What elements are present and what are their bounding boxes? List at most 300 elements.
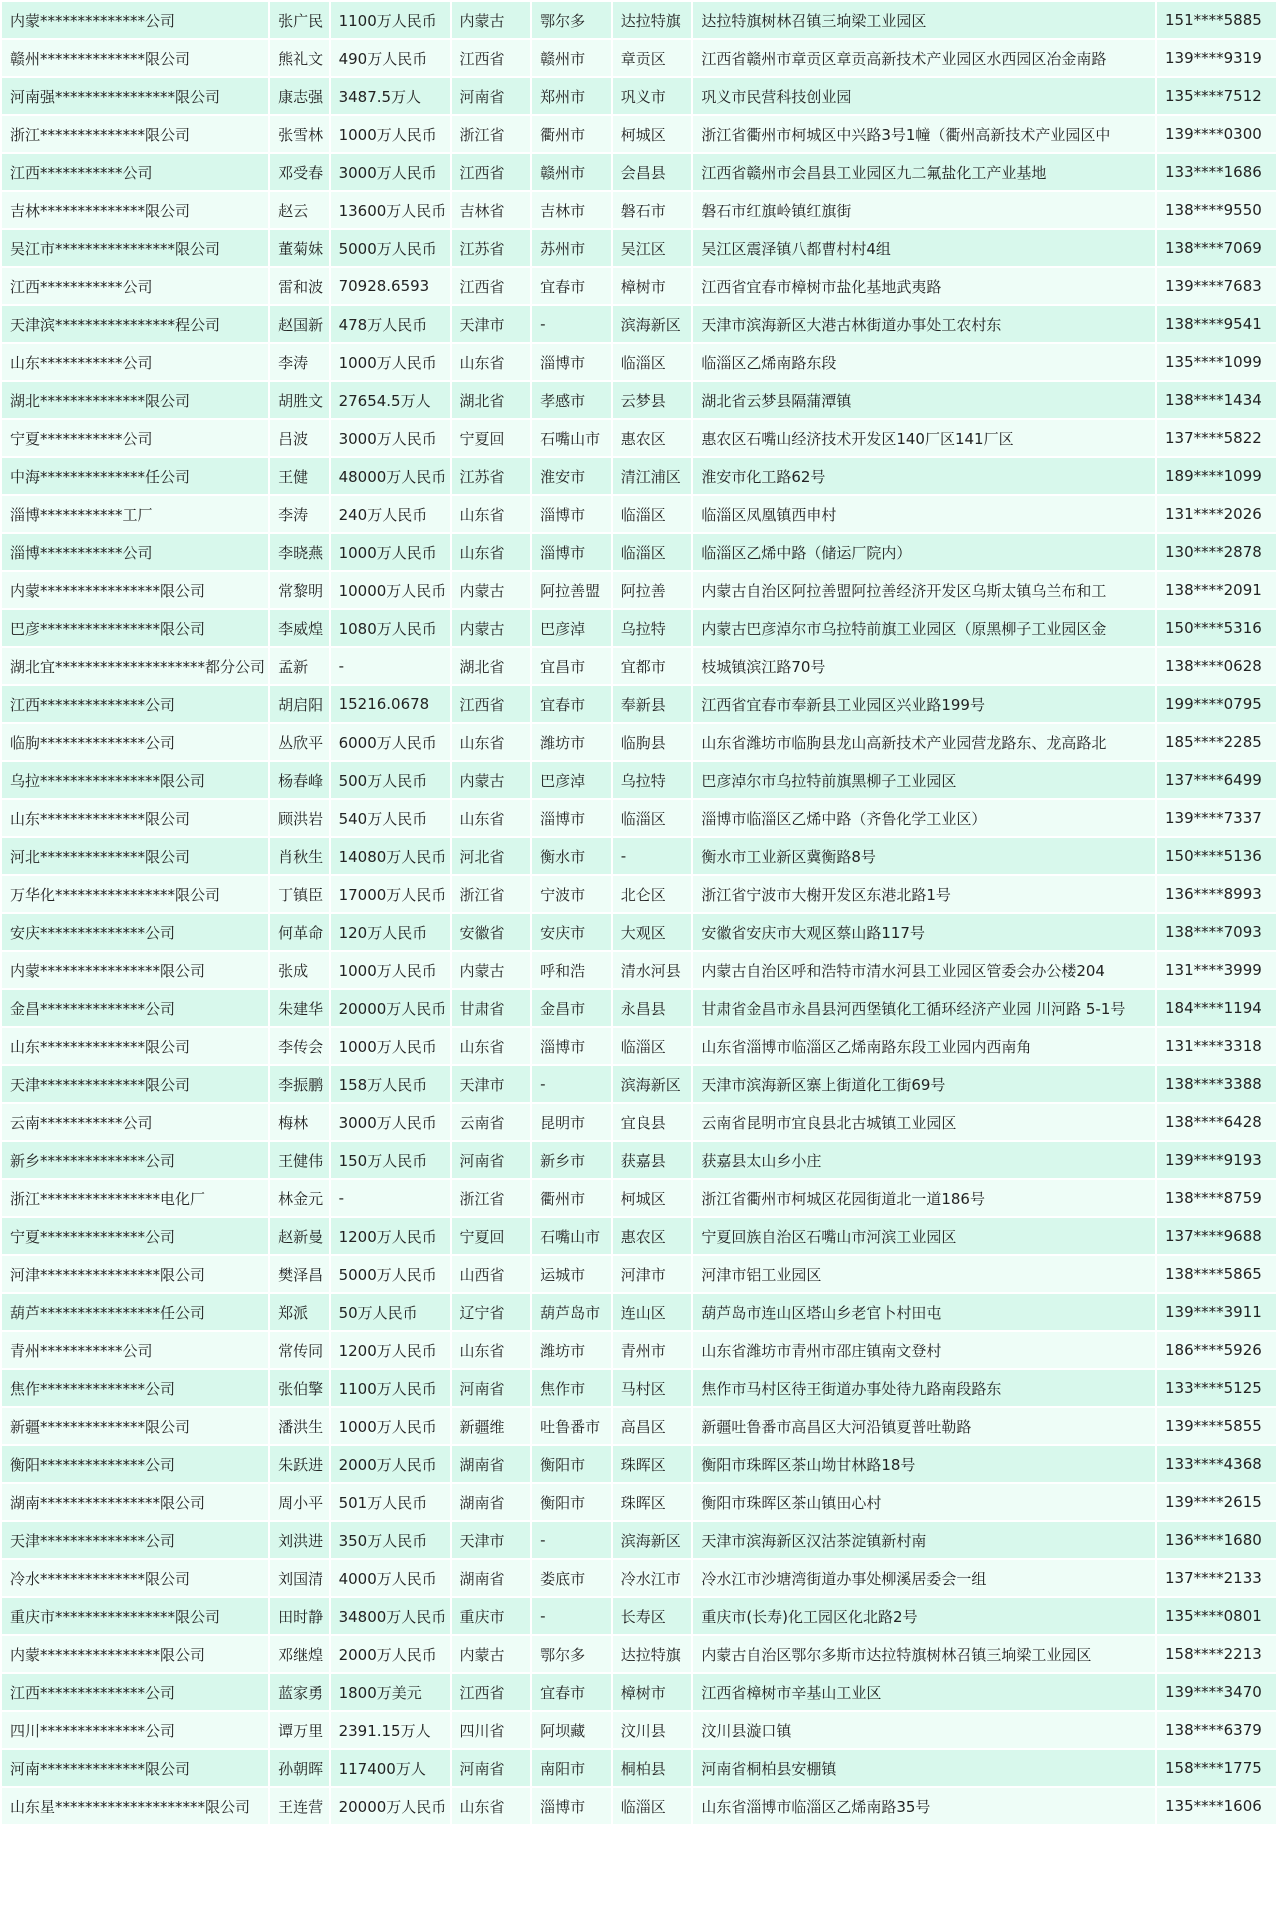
table-row: [2, 1636, 1276, 1672]
address-cell: 巩义市民营科技创业园: [693, 78, 1155, 114]
legal-person-cell: 周小平: [270, 1484, 328, 1520]
company-cell: 淄博***********公司: [2, 534, 268, 570]
table-row: [2, 724, 1276, 760]
legal-person-cell: 朱建华: [270, 990, 328, 1026]
table-row: [2, 1332, 1276, 1368]
company-cell: 内蒙****************限公司: [2, 952, 268, 988]
phone-cell: 139****9193: [1157, 1142, 1276, 1178]
phone-cell: 139****9319: [1157, 40, 1276, 76]
phone-cell: 135****1606: [1157, 1788, 1276, 1824]
company-cell: 内蒙****************限公司: [2, 1636, 268, 1672]
city-cell: 金昌市: [532, 990, 611, 1026]
company-cell: 宁夏***********公司: [2, 420, 268, 456]
registered-capital-cell: 6000万人民币: [331, 724, 450, 760]
registered-capital-cell: 3000万人民币: [331, 1104, 450, 1140]
phone-cell: 199****0795: [1157, 686, 1276, 722]
company-cell: 赣州**************限公司: [2, 40, 268, 76]
address-cell: 惠农区石嘴山经济技术开发区140厂区141厂区: [693, 420, 1155, 456]
registered-capital-cell: 120万人民币: [331, 914, 450, 950]
address-cell: 衡阳市珠晖区茶山镇田心村: [693, 1484, 1155, 1520]
address-cell: 甘肃省金昌市永昌县河西堡镇化工循环经济产业园 川河路 5-1号: [693, 990, 1155, 1026]
province-cell: 内蒙古: [452, 2, 531, 38]
registered-capital-cell: 1200万人民币: [331, 1218, 450, 1254]
district-cell: 樟树市: [613, 1674, 692, 1710]
registered-capital-cell: 5000万人民币: [331, 230, 450, 266]
city-cell: 淄博市: [532, 1028, 611, 1064]
table-row: [2, 116, 1276, 152]
district-cell: 章贡区: [613, 40, 692, 76]
district-cell: 临淄区: [613, 344, 692, 380]
address-cell: 安徽省安庆市大观区蔡山路117号: [693, 914, 1155, 950]
legal-person-cell: 丛欣平: [270, 724, 328, 760]
city-cell: 宜昌市: [532, 648, 611, 684]
company-cell: 乌拉****************限公司: [2, 762, 268, 798]
province-cell: 山东省: [452, 724, 531, 760]
legal-person-cell: 丁镇臣: [270, 876, 328, 912]
city-cell: 郑州市: [532, 78, 611, 114]
address-cell: 河津市铝工业园区: [693, 1256, 1155, 1292]
province-cell: 江苏省: [452, 458, 531, 494]
address-cell: 达拉特旗树林召镇三垧梁工业园区: [693, 2, 1155, 38]
province-cell: 江西省: [452, 40, 531, 76]
registered-capital-cell: 3487.5万人: [331, 78, 450, 114]
district-cell: 桐柏县: [613, 1750, 692, 1786]
registered-capital-cell: 500万人民币: [331, 762, 450, 798]
phone-cell: 137****2133: [1157, 1560, 1276, 1596]
city-cell: 安庆市: [532, 914, 611, 950]
district-cell: 滨海新区: [613, 1522, 692, 1558]
city-cell: 新乡市: [532, 1142, 611, 1178]
phone-cell: 138****0628: [1157, 648, 1276, 684]
district-cell: 珠晖区: [613, 1484, 692, 1520]
province-cell: 河南省: [452, 1750, 531, 1786]
address-cell: 衡阳市珠晖区茶山坳甘林路18号: [693, 1446, 1155, 1482]
phone-cell: 133****5125: [1157, 1370, 1276, 1406]
province-cell: 山东省: [452, 1332, 531, 1368]
district-cell: 惠农区: [613, 1218, 692, 1254]
district-cell: 巩义市: [613, 78, 692, 114]
legal-person-cell: 赵国新: [270, 306, 328, 342]
registered-capital-cell: 240万人民币: [331, 496, 450, 532]
address-cell: 临淄区乙烯南路东段: [693, 344, 1155, 380]
registered-capital-cell: 1100万人民币: [331, 1370, 450, 1406]
phone-cell: 139****0300: [1157, 116, 1276, 152]
legal-person-cell: 康志强: [270, 78, 328, 114]
city-cell: 呼和浩: [532, 952, 611, 988]
registered-capital-cell: 4000万人民币: [331, 1560, 450, 1596]
province-cell: 吉林省: [452, 192, 531, 228]
phone-cell: 139****3911: [1157, 1294, 1276, 1330]
province-cell: 江苏省: [452, 230, 531, 266]
city-cell: 宜春市: [532, 1674, 611, 1710]
legal-person-cell: 李传会: [270, 1028, 328, 1064]
registered-capital-cell: 14080万人民币: [331, 838, 450, 874]
table-row: [2, 1712, 1276, 1748]
phone-cell: 139****3470: [1157, 1674, 1276, 1710]
province-cell: 辽宁省: [452, 1294, 531, 1330]
company-cell: 巴彦****************限公司: [2, 610, 268, 646]
legal-person-cell: 刘洪进: [270, 1522, 328, 1558]
table-row: [2, 1750, 1276, 1786]
legal-person-cell: 赵新曼: [270, 1218, 328, 1254]
legal-person-cell: 蓝家勇: [270, 1674, 328, 1710]
phone-cell: 135****1099: [1157, 344, 1276, 380]
district-cell: 樟树市: [613, 268, 692, 304]
table-row: [2, 1256, 1276, 1292]
table-row: [2, 610, 1276, 646]
address-cell: 临淄区凤凰镇西申村: [693, 496, 1155, 532]
company-cell: 天津**************公司: [2, 1522, 268, 1558]
phone-cell: 131****3318: [1157, 1028, 1276, 1064]
registered-capital-cell: 1080万人民币: [331, 610, 450, 646]
phone-cell: 139****7683: [1157, 268, 1276, 304]
table-row: [2, 496, 1276, 532]
province-cell: 云南省: [452, 1104, 531, 1140]
legal-person-cell: 王健伟: [270, 1142, 328, 1178]
address-cell: 焦作市马村区待王街道办事处待九路南段路东: [693, 1370, 1155, 1406]
table-row: [2, 1598, 1276, 1634]
district-cell: 宜良县: [613, 1104, 692, 1140]
registered-capital-cell: 15216.0678: [331, 686, 450, 722]
table-row: [2, 1788, 1276, 1824]
city-cell: -: [532, 306, 611, 342]
address-cell: 淄博市临淄区乙烯中路（齐鲁化学工业区）: [693, 800, 1155, 836]
city-cell: 吐鲁番市: [532, 1408, 611, 1444]
province-cell: 重庆市: [452, 1598, 531, 1634]
province-cell: 河北省: [452, 838, 531, 874]
legal-person-cell: 张成: [270, 952, 328, 988]
legal-person-cell: 谭万里: [270, 1712, 328, 1748]
table-row: [2, 990, 1276, 1026]
city-cell: 宁波市: [532, 876, 611, 912]
province-cell: 湖南省: [452, 1484, 531, 1520]
phone-cell: 185****2285: [1157, 724, 1276, 760]
province-cell: 安徽省: [452, 914, 531, 950]
legal-person-cell: 刘国清: [270, 1560, 328, 1596]
table-row: [2, 1446, 1276, 1482]
legal-person-cell: 杨春峰: [270, 762, 328, 798]
registered-capital-cell: 3000万人民币: [331, 154, 450, 190]
company-cell: 浙江**************限公司: [2, 116, 268, 152]
city-cell: 石嘴山市: [532, 1218, 611, 1254]
table-row: [2, 458, 1276, 494]
district-cell: 临朐县: [613, 724, 692, 760]
table-body: [2, 2, 1276, 1824]
company-cell: 山东**************限公司: [2, 800, 268, 836]
company-cell: 焦作**************公司: [2, 1370, 268, 1406]
city-cell: 石嘴山市: [532, 420, 611, 456]
legal-person-cell: 田时静: [270, 1598, 328, 1634]
city-cell: 宜春市: [532, 268, 611, 304]
registered-capital-cell: 158万人民币: [331, 1066, 450, 1102]
phone-cell: 138****2091: [1157, 572, 1276, 608]
legal-person-cell: 熊礼文: [270, 40, 328, 76]
city-cell: 赣州市: [532, 40, 611, 76]
city-cell: 阿坝藏: [532, 1712, 611, 1748]
legal-person-cell: 梅林: [270, 1104, 328, 1140]
province-cell: 山东省: [452, 1028, 531, 1064]
phone-cell: 138****1434: [1157, 382, 1276, 418]
address-cell: 江西省樟树市辛基山工业区: [693, 1674, 1155, 1710]
table-row: [2, 914, 1276, 950]
address-cell: 巴彦淖尔市乌拉特前旗黑柳子工业园区: [693, 762, 1155, 798]
address-cell: 浙江省宁波市大榭开发区东港北路1号: [693, 876, 1155, 912]
registered-capital-cell: 1000万人民币: [331, 116, 450, 152]
table-row: [2, 268, 1276, 304]
legal-person-cell: 朱跃进: [270, 1446, 328, 1482]
registered-capital-cell: 27654.5万人: [331, 382, 450, 418]
address-cell: 枝城镇滨江路70号: [693, 648, 1155, 684]
district-cell: 临淄区: [613, 1788, 692, 1824]
address-cell: 吴江区震泽镇八都曹村村4组: [693, 230, 1155, 266]
company-cell: 冷水**************限公司: [2, 1560, 268, 1596]
legal-person-cell: 张雪林: [270, 116, 328, 152]
city-cell: 衢州市: [532, 116, 611, 152]
table-row: [2, 40, 1276, 76]
table-row: [2, 762, 1276, 798]
city-cell: 鄂尔多: [532, 2, 611, 38]
province-cell: 山东省: [452, 344, 531, 380]
registered-capital-cell: 150万人民币: [331, 1142, 450, 1178]
district-cell: 连山区: [613, 1294, 692, 1330]
table-row: [2, 344, 1276, 380]
city-cell: 巴彦淖: [532, 610, 611, 646]
address-cell: 葫芦岛市连山区塔山乡老官卜村田屯: [693, 1294, 1155, 1330]
legal-person-cell: 董菊妹: [270, 230, 328, 266]
legal-person-cell: 胡胜文: [270, 382, 328, 418]
company-cell: 江西***********公司: [2, 268, 268, 304]
legal-person-cell: 潘洪生: [270, 1408, 328, 1444]
address-cell: 浙江省衢州市柯城区花园街道北一道186号: [693, 1180, 1155, 1216]
province-cell: 江西省: [452, 268, 531, 304]
district-cell: 会昌县: [613, 154, 692, 190]
district-cell: 临淄区: [613, 496, 692, 532]
district-cell: 清江浦区: [613, 458, 692, 494]
province-cell: 山东省: [452, 534, 531, 570]
address-cell: 内蒙古自治区呼和浩特市清水河县工业园区管委会办公楼204: [693, 952, 1155, 988]
district-cell: 临淄区: [613, 1028, 692, 1064]
legal-person-cell: 樊泽昌: [270, 1256, 328, 1292]
city-cell: 苏州市: [532, 230, 611, 266]
company-cell: 临朐**************公司: [2, 724, 268, 760]
district-cell: 惠农区: [613, 420, 692, 456]
registered-capital-cell: -: [331, 648, 450, 684]
phone-cell: 135****0801: [1157, 1598, 1276, 1634]
district-cell: 河津市: [613, 1256, 692, 1292]
district-cell: 汶川县: [613, 1712, 692, 1748]
province-cell: 内蒙古: [452, 952, 531, 988]
city-cell: 宜春市: [532, 686, 611, 722]
table-row: [2, 876, 1276, 912]
city-cell: 衡阳市: [532, 1446, 611, 1482]
phone-cell: 139****2615: [1157, 1484, 1276, 1520]
district-cell: 马村区: [613, 1370, 692, 1406]
province-cell: 河南省: [452, 1142, 531, 1178]
legal-person-cell: 郑派: [270, 1294, 328, 1330]
registered-capital-cell: 50万人民币: [331, 1294, 450, 1330]
address-cell: 内蒙古自治区阿拉善盟阿拉善经济开发区乌斯太镇乌兰布和工: [693, 572, 1155, 608]
registered-capital-cell: 2000万人民币: [331, 1636, 450, 1672]
province-cell: 内蒙古: [452, 610, 531, 646]
province-cell: 山西省: [452, 1256, 531, 1292]
table-row: [2, 648, 1276, 684]
table-row: [2, 1674, 1276, 1710]
address-cell: 湖北省云梦县隔蒲潭镇: [693, 382, 1155, 418]
district-cell: 青州市: [613, 1332, 692, 1368]
city-cell: 娄底市: [532, 1560, 611, 1596]
city-cell: 衡阳市: [532, 1484, 611, 1520]
phone-cell: 139****5855: [1157, 1408, 1276, 1444]
province-cell: 河南省: [452, 1370, 531, 1406]
company-cell: 浙江****************电化厂: [2, 1180, 268, 1216]
address-cell: 获嘉县太山乡小庄: [693, 1142, 1155, 1178]
phone-cell: 138****6379: [1157, 1712, 1276, 1748]
province-cell: 天津市: [452, 1066, 531, 1102]
district-cell: 滨海新区: [613, 306, 692, 342]
phone-cell: 138****8759: [1157, 1180, 1276, 1216]
address-cell: 云南省昆明市宜良县北古城镇工业园区: [693, 1104, 1155, 1140]
registered-capital-cell: 1100万人民币: [331, 2, 450, 38]
legal-person-cell: 雷和波: [270, 268, 328, 304]
registered-capital-cell: 1000万人民币: [331, 952, 450, 988]
legal-person-cell: 吕波: [270, 420, 328, 456]
district-cell: 永昌县: [613, 990, 692, 1026]
company-cell: 河北**************限公司: [2, 838, 268, 874]
district-cell: 滨海新区: [613, 1066, 692, 1102]
address-cell: 汶川县漩口镇: [693, 1712, 1155, 1748]
province-cell: 河南省: [452, 78, 531, 114]
phone-cell: 138****9550: [1157, 192, 1276, 228]
phone-cell: 158****1775: [1157, 1750, 1276, 1786]
phone-cell: 138****5865: [1157, 1256, 1276, 1292]
company-cell: 青州***********公司: [2, 1332, 268, 1368]
province-cell: 湖南省: [452, 1446, 531, 1482]
registered-capital-cell: 70928.6593: [331, 268, 450, 304]
city-cell: 阿拉善盟: [532, 572, 611, 608]
table-row: [2, 800, 1276, 836]
registered-capital-cell: 540万人民币: [331, 800, 450, 836]
registered-capital-cell: 350万人民币: [331, 1522, 450, 1558]
company-cell: 天津滨****************程公司: [2, 306, 268, 342]
company-cell: 河津****************限公司: [2, 1256, 268, 1292]
city-cell: 衡水市: [532, 838, 611, 874]
address-cell: 天津市滨海新区寨上街道化工街69号: [693, 1066, 1155, 1102]
province-cell: 山东省: [452, 800, 531, 836]
district-cell: 乌拉特: [613, 610, 692, 646]
company-cell: 葫芦****************任公司: [2, 1294, 268, 1330]
table-row: [2, 420, 1276, 456]
address-cell: 冷水江市沙塘湾街道办事处柳溪居委会一组: [693, 1560, 1155, 1596]
legal-person-cell: 李振鹏: [270, 1066, 328, 1102]
table-row: [2, 1294, 1276, 1330]
city-cell: 巴彦淖: [532, 762, 611, 798]
province-cell: 浙江省: [452, 116, 531, 152]
address-cell: 江西省赣州市会昌县工业园区九二氟盐化工产业基地: [693, 154, 1155, 190]
company-cell: 江西**************公司: [2, 1674, 268, 1710]
phone-cell: 184****1194: [1157, 990, 1276, 1026]
registered-capital-cell: 1000万人民币: [331, 534, 450, 570]
province-cell: 宁夏回: [452, 1218, 531, 1254]
city-cell: -: [532, 1598, 611, 1634]
district-cell: 吴江区: [613, 230, 692, 266]
city-cell: 鄂尔多: [532, 1636, 611, 1672]
company-cell: 江西**************公司: [2, 686, 268, 722]
registered-capital-cell: -: [331, 1180, 450, 1216]
province-cell: 湖南省: [452, 1560, 531, 1596]
table-row: [2, 838, 1276, 874]
district-cell: 达拉特旗: [613, 1636, 692, 1672]
phone-cell: 135****7512: [1157, 78, 1276, 114]
company-cell: 重庆市****************限公司: [2, 1598, 268, 1634]
city-cell: 焦作市: [532, 1370, 611, 1406]
legal-person-cell: 李涛: [270, 344, 328, 380]
company-cell: 中海**************任公司: [2, 458, 268, 494]
company-cell: 河南**************限公司: [2, 1750, 268, 1786]
registered-capital-cell: 117400万人: [331, 1750, 450, 1786]
phone-cell: 186****5926: [1157, 1332, 1276, 1368]
district-cell: 阿拉善: [613, 572, 692, 608]
district-cell: 宜都市: [613, 648, 692, 684]
city-cell: 潍坊市: [532, 724, 611, 760]
district-cell: 奉新县: [613, 686, 692, 722]
table-row: [2, 1180, 1276, 1216]
city-cell: 淮安市: [532, 458, 611, 494]
district-cell: -: [613, 838, 692, 874]
company-cell: 淄博***********工厂: [2, 496, 268, 532]
address-cell: 重庆市(长寿)化工园区化北路2号: [693, 1598, 1155, 1634]
district-cell: 柯城区: [613, 1180, 692, 1216]
city-cell: 潍坊市: [532, 1332, 611, 1368]
city-cell: 运城市: [532, 1256, 611, 1292]
legal-person-cell: 邓继煌: [270, 1636, 328, 1672]
city-cell: 淄博市: [532, 496, 611, 532]
phone-cell: 133****1686: [1157, 154, 1276, 190]
registered-capital-cell: 10000万人民币: [331, 572, 450, 608]
phone-cell: 138****3388: [1157, 1066, 1276, 1102]
registered-capital-cell: 3000万人民币: [331, 420, 450, 456]
province-cell: 浙江省: [452, 876, 531, 912]
company-cell: 新乡**************公司: [2, 1142, 268, 1178]
phone-cell: 150****5316: [1157, 610, 1276, 646]
registered-capital-cell: 1800万美元: [331, 1674, 450, 1710]
district-cell: 磐石市: [613, 192, 692, 228]
table-row: [2, 154, 1276, 190]
registered-capital-cell: 5000万人民币: [331, 1256, 450, 1292]
registered-capital-cell: 1000万人民币: [331, 344, 450, 380]
district-cell: 冷水江市: [613, 1560, 692, 1596]
legal-person-cell: 常传同: [270, 1332, 328, 1368]
registered-capital-cell: 17000万人民币: [331, 876, 450, 912]
table-row: [2, 1028, 1276, 1064]
district-cell: 乌拉特: [613, 762, 692, 798]
phone-cell: 138****7093: [1157, 914, 1276, 950]
company-cell: 万华化****************限公司: [2, 876, 268, 912]
district-cell: 珠晖区: [613, 1446, 692, 1482]
table-row: [2, 78, 1276, 114]
district-cell: 柯城区: [613, 116, 692, 152]
phone-cell: 138****6428: [1157, 1104, 1276, 1140]
table-row: [2, 1142, 1276, 1178]
company-cell: 内蒙**************公司: [2, 2, 268, 38]
table-row: [2, 1370, 1276, 1406]
legal-person-cell: 常黎明: [270, 572, 328, 608]
address-cell: 宁夏回族自治区石嘴山市河滨工业园区: [693, 1218, 1155, 1254]
company-cell: 内蒙****************限公司: [2, 572, 268, 608]
phone-cell: 139****7337: [1157, 800, 1276, 836]
province-cell: 山东省: [452, 496, 531, 532]
registered-capital-cell: 13600万人民币: [331, 192, 450, 228]
city-cell: 葫芦岛市: [532, 1294, 611, 1330]
